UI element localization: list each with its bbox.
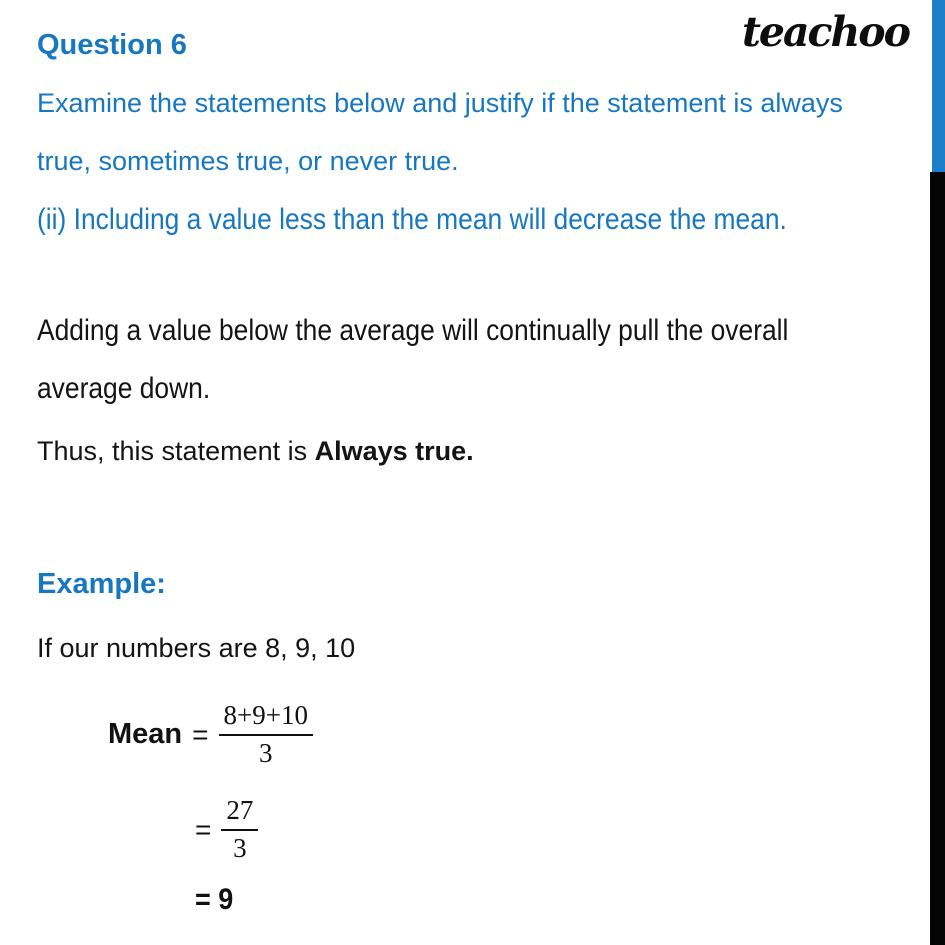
question-text-line-1: Examine the statements below and justify if the statement is always [37, 88, 843, 118]
mean-equation-step-1 [108, 701, 313, 768]
answer-text-line-1: Adding a value below the average will continually pull the overall [37, 314, 789, 347]
result-value: = 9 [195, 883, 234, 916]
answer-conclusion-prefix: Thus, this statement is [37, 436, 315, 466]
equals-sign-1: = [192, 718, 209, 750]
question-statement-ii: (ii) Including a value less than the mean will decrease the mean. [37, 203, 787, 236]
teachoo-logo: teachoo [741, 8, 909, 56]
fraction-denominator: 3 [233, 832, 247, 863]
fraction-numerator: 27 [221, 796, 258, 831]
fraction-denominator: 3 [258, 737, 273, 768]
fraction-27-over-3 [221, 796, 258, 863]
equals-sign-2: = [195, 813, 212, 845]
question-text-line-2: true, sometimes true, or never true. [37, 146, 459, 176]
mean-equation-step-2 [195, 796, 258, 863]
fraction-numerator: 8+9+10 [219, 701, 313, 736]
right-edge-black-bar [930, 172, 945, 945]
answer-conclusion [37, 438, 474, 465]
right-edge-blue-bar [932, 0, 945, 172]
answer-text-line-2: average down. [37, 372, 211, 405]
example-intro: If our numbers are 8, 9, 10 [37, 633, 356, 663]
mean-label: Mean [108, 718, 183, 751]
answer-conclusion-verdict: Always true. [314, 436, 474, 466]
question-title: Question 6 [37, 29, 187, 61]
fraction-sum-over-count [219, 701, 313, 768]
example-heading: Example: [37, 568, 166, 600]
mean-equation-result [195, 883, 238, 917]
